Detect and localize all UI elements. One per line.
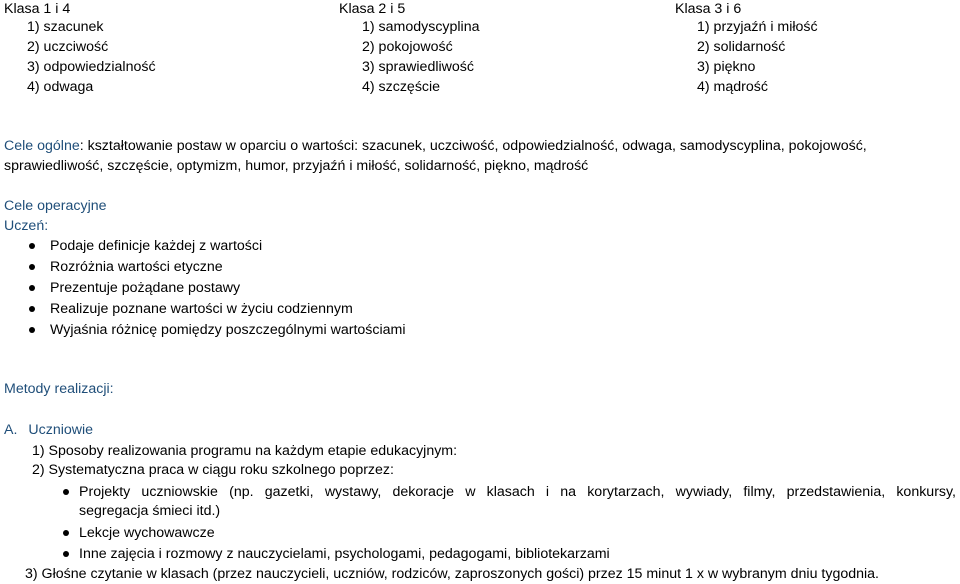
- list-item: Inne zajęcia i rozmowy z nauczycielami, psychologami, pedagogami, bibliotekarzami: [79, 546, 610, 562]
- column-1-item: 4) odwaga: [27, 79, 94, 95]
- column-2-item: 3) sprawiedliwość: [362, 59, 474, 75]
- student-label: Uczeń:: [4, 218, 49, 234]
- list-item: Realizuje poznane wartości w życiu codziennym: [50, 301, 353, 317]
- bullet-icon: [63, 530, 69, 536]
- section-a-letter: A.: [4, 422, 18, 438]
- list-item: Prezentuje pożądane postawy: [50, 280, 241, 296]
- list-item: Wyjaśnia różnicę pomiędzy poszczególnymi wartościami: [50, 322, 406, 338]
- column-1-item: 3) odpowiedzialność: [27, 59, 156, 75]
- list-item: Podaje definicje każdej z wartości: [50, 238, 263, 254]
- column-2-item: 1) samodyscyplina: [362, 19, 480, 35]
- column-1-item: 1) szacunek: [27, 19, 104, 35]
- bullet-icon: [29, 306, 35, 312]
- method-item-1: 1) Sposoby realizowania programu na każdym etapie edukacyjnym:: [32, 443, 458, 459]
- bullet-icon: [29, 243, 35, 249]
- list-item: Rozróżnia wartości etyczne: [50, 259, 223, 275]
- column-3-title: Klasa 3 i 6: [675, 1, 742, 17]
- general-goals-text: : kształtowanie postaw w oparciu o wartości: szacunek, uczciwość, odpowiedzialność, odwaga, samodyscyplina, pokojowość,: [79, 138, 867, 154]
- bullet-icon: [63, 489, 69, 495]
- column-3-item: 1) przyjaźń i miłość: [697, 19, 818, 35]
- operational-goals-heading: Cele operacyjne: [4, 198, 107, 214]
- section-a: [4, 420, 93, 440]
- list-item: Projekty uczniowskie (np. gazetki, wystawy, dekoracje w klasach i na korytarzach, wywiady, filmy, przedstawienia, konkursy,: [79, 484, 956, 500]
- list-item-continuation: segregacja śmieci itd.): [79, 503, 221, 519]
- column-2-item: 4) szczęście: [362, 79, 441, 95]
- column-3-item: 2) solidarność: [697, 39, 786, 55]
- column-3-item: 3) piękno: [697, 59, 756, 75]
- bullet-icon: [29, 264, 35, 270]
- column-3-item: 4) mądrość: [697, 79, 768, 95]
- bullet-icon: [29, 285, 35, 291]
- methods-heading: Metody realizacji:: [4, 381, 114, 397]
- method-item-3: 3) Głośne czytanie w klasach (przez nauczycieli, uczniów, rodziców, zaproszonych gości) przez 15 minut 1 x w wybranym dniu tygodnia.: [25, 566, 879, 582]
- column-2-title: Klasa 2 i 5: [339, 1, 406, 17]
- bullet-icon: [63, 551, 69, 557]
- list-item: Lekcje wychowawcze: [79, 525, 215, 541]
- section-a-title: Uczniowie: [28, 422, 94, 438]
- general-goals-line-1: [4, 136, 867, 156]
- method-item-2: 2) Systematyczna praca w ciągu roku szkolnego poprzez:: [32, 462, 394, 478]
- column-2-item: 2) pokojowość: [362, 39, 453, 55]
- column-1-title: Klasa 1 i 4: [4, 1, 71, 17]
- bullet-icon: [29, 327, 35, 333]
- general-goals-line-2: sprawiedliwość, szczęście, optymizm, humor, przyjaźń i miłość, solidarność, piękno, mądrość: [4, 158, 589, 174]
- column-1-item: 2) uczciwość: [27, 39, 109, 55]
- general-goals-label: Cele ogólne: [4, 138, 80, 154]
